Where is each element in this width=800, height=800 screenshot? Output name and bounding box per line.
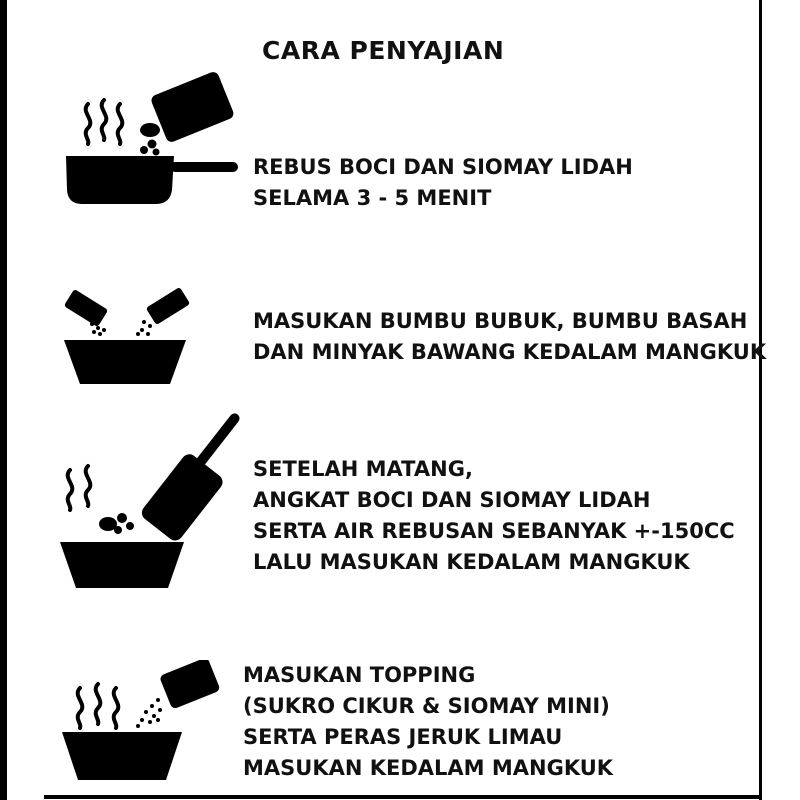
bowl-with-ladle-icon <box>58 408 243 593</box>
step-1-line-1: REBUS BOCI DAN SIOMAY LIDAH <box>253 155 633 179</box>
step-1-line-2: SELAMA 3 - 5 MENIT <box>253 186 492 210</box>
bowl-with-two-packets-icon <box>58 288 198 388</box>
step-2-text <box>253 306 766 368</box>
right-border <box>759 0 762 800</box>
step-3-line-2: ANGKAT BOCI DAN SIOMAY LIDAH <box>253 488 651 512</box>
bowl-with-topping-packet-icon <box>58 660 223 785</box>
page-title: CARA PENYAJIAN <box>262 36 505 65</box>
step-3-line-3: SERTA AIR REBUSAN SEBANYAK +-150CC <box>253 519 735 543</box>
step-4-line-4: MASUKAN KEDALAM MANGKUK <box>243 756 614 780</box>
pan-with-packet-icon <box>58 72 243 212</box>
step-4-line-3: SERTA PERAS JERUK LIMAU <box>243 725 563 749</box>
step-4-line-1: MASUKAN TOPPING <box>243 663 476 687</box>
step-2-line-2: DAN MINYAK BAWANG KEDALAM MANGKUK <box>253 340 767 364</box>
bottom-border <box>44 795 760 799</box>
step-4-line-2: (SUKRO CIKUR & SIOMAY MINI) <box>243 694 610 718</box>
step-1-text <box>253 152 633 214</box>
step-3-line-1: SETELAH MATANG, <box>253 457 473 481</box>
left-border <box>0 0 7 800</box>
step-4-text <box>243 660 613 784</box>
step-2-line-1: MASUKAN BUMBU BUBUK, BUMBU BASAH <box>253 309 748 333</box>
step-3-line-4: LALU MASUKAN KEDALAM MANGKUK <box>253 550 690 574</box>
step-3-text <box>253 454 735 578</box>
